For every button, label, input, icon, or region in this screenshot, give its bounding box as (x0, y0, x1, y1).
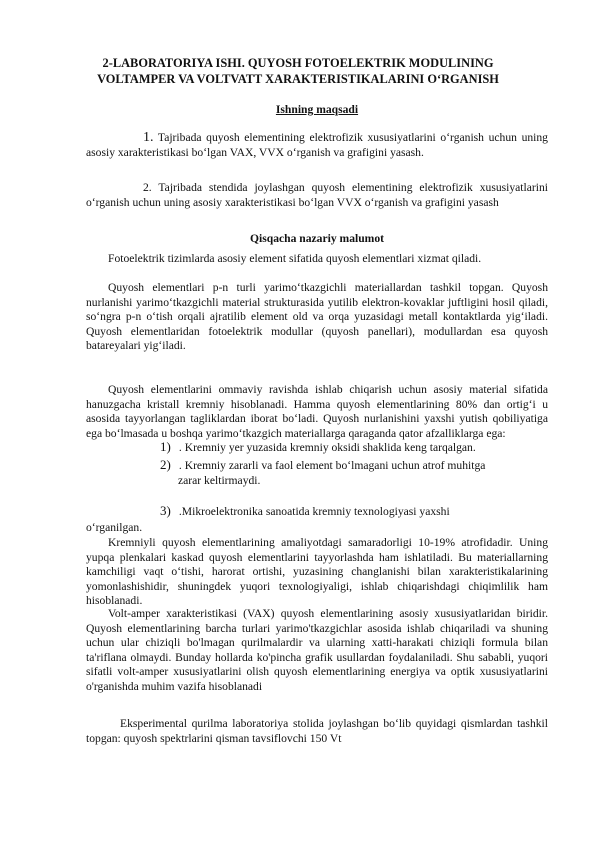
document-title (78, 55, 518, 87)
advantage-text-1: . Kremniy yer yuzasida kremniy oksidi shaklida keng tarqalgan. (178, 441, 476, 454)
goal-number-2: 2. (143, 181, 152, 194)
advantage-text-2: . Kremniy zararli va faol element bo‘lmagani uchun atrof muhitga (178, 459, 486, 472)
advantage-number-2: 2) (160, 457, 171, 472)
paragraph-5: Volt-amper xarakteristikasi (VAX) quyosh elementlarining asosiy xususiyatlaridan biridir. Quyosh elementlarining barcha turlari yarimo'tkazgichlar asosida ishlab chiqariladi va shuning uchun ular chiziqli bo'lmagan qurilmalardir va ularning xatti-harakati chiziqli formula bilan ta'riflana olmaydi. Bunday hollarda ko'pincha grafik usullardan foydalaniladi. Shu sababli, yuqori sifatli volt-amper xususiyatlarini olish quyosh elementlarining energiya va optik xususiyatlarini o'rganishda muhim vazifa hisoblanadi (86, 607, 548, 693)
goal-item-1 (86, 131, 548, 160)
title-line-1: 2-LABORATORIYA ISHI. QUYOSH FOTOELEKTRIK MODULINING (102, 56, 494, 70)
goal-number-1: 1. (143, 130, 154, 145)
paragraph-3: Quyosh elementlarini ommaviy ravishda ishlab chiqarish uchun asosiy material sifatida hanuzgacha kristall kremniy hisoblanadi. Hamma quyosh elementlarining 80% dan ortig‘i u asosida tayyorlangan tagliklardan iborat bo‘ladi. Quyosh nurlanishini yaxshi yutish qobiliyatiga ega bo‘lmasada u boshqa yarimo‘tkazgich materiallarga qaraganda qator afzalliklarga ega: (86, 383, 548, 440)
advantage-text-3-cont: o‘rganilgan. (86, 521, 143, 534)
advantage-item-3 (160, 504, 548, 520)
title-line-2: VOLTAMPER VA VOLTVATT XARAKTERISTIKALARINI O‘RGANISH (97, 72, 499, 86)
paragraph-6: Eksperimental qurilma laboratoriya stolida joylashgan bo‘lib quyidagi qismlardan tashkil topgan: quyosh spektrlarini qisman tavsiflovchi 150 Vt (86, 717, 548, 745)
advantage-text-2-cont: zarar keltirmaydi. (178, 473, 261, 487)
paragraph-4: Kremniyli quyosh elementlarining amaliyotdagi samaradorligi 10-19% atrofidadir. Uning yupqa plenkalari kaskad quyosh elementlarini tayyorlashda ham ishlatiladi. Bu materiallarning kamchiligi vaqt o‘tishi, harorat ortishi, yuzasining changlanishi bilan xarakteristikalarining yomonlashishidir, shuningdek yuqori texnologiyaligi, ishlab chiqarishdagi chiqimlilik ham hisoblanadi. (86, 536, 548, 608)
goal-heading: Ishning maqsadi (275, 103, 359, 116)
paragraph-2: Quyosh elementlari p-n turli yarimo‘tkazgichli materiallardan tashkil topgan. Quyosh nurlanishi yarimo‘tkazgichli material strukturasida yutilib elektron-kovaklar juftligini hosil qiladi, so‘ngra p-n o‘tish orqali ajratilib element old va orqa yuzasidagi metall kontaktlarda yig‘iladi. Quyosh elementlaridan fotoelektrik modullar (quyosh panellari), modullardan esa quyosh batareyalari yig‘iladi. (86, 281, 548, 353)
advantage-item-2 (160, 458, 548, 488)
theory-heading: Qisqacha nazariy malumot (250, 232, 384, 245)
paragraph-1: Fotoelektrik tizimlarda asosiy element sifatida quyosh elementlari xizmat qiladi. (108, 252, 482, 265)
advantage-number-3: 3) (160, 503, 171, 518)
goal-item-2 (86, 181, 548, 210)
goal-text-2: Tajribada stendida joylashgan quyosh elementining elektrofizik xususiyatlarini o‘rganish uchun uning asosiy xarakteristikasi bo‘lgan VVX o‘rganish va grafigini yasash (86, 181, 548, 209)
advantage-number-1: 1) (160, 439, 171, 454)
advantage-text-3: .Mikroelektronika sanoatida kremniy texnologiyasi yaxshi (178, 505, 450, 518)
goal-text-1: Tajribada quyosh elementining elektrofizik xususiyatlarini o‘rganish uchun uning asosiy xarakteristikasi bo‘lgan VAX, VVX o‘rganish va grafigini yasash. (86, 131, 548, 159)
advantage-item-1 (160, 440, 548, 456)
